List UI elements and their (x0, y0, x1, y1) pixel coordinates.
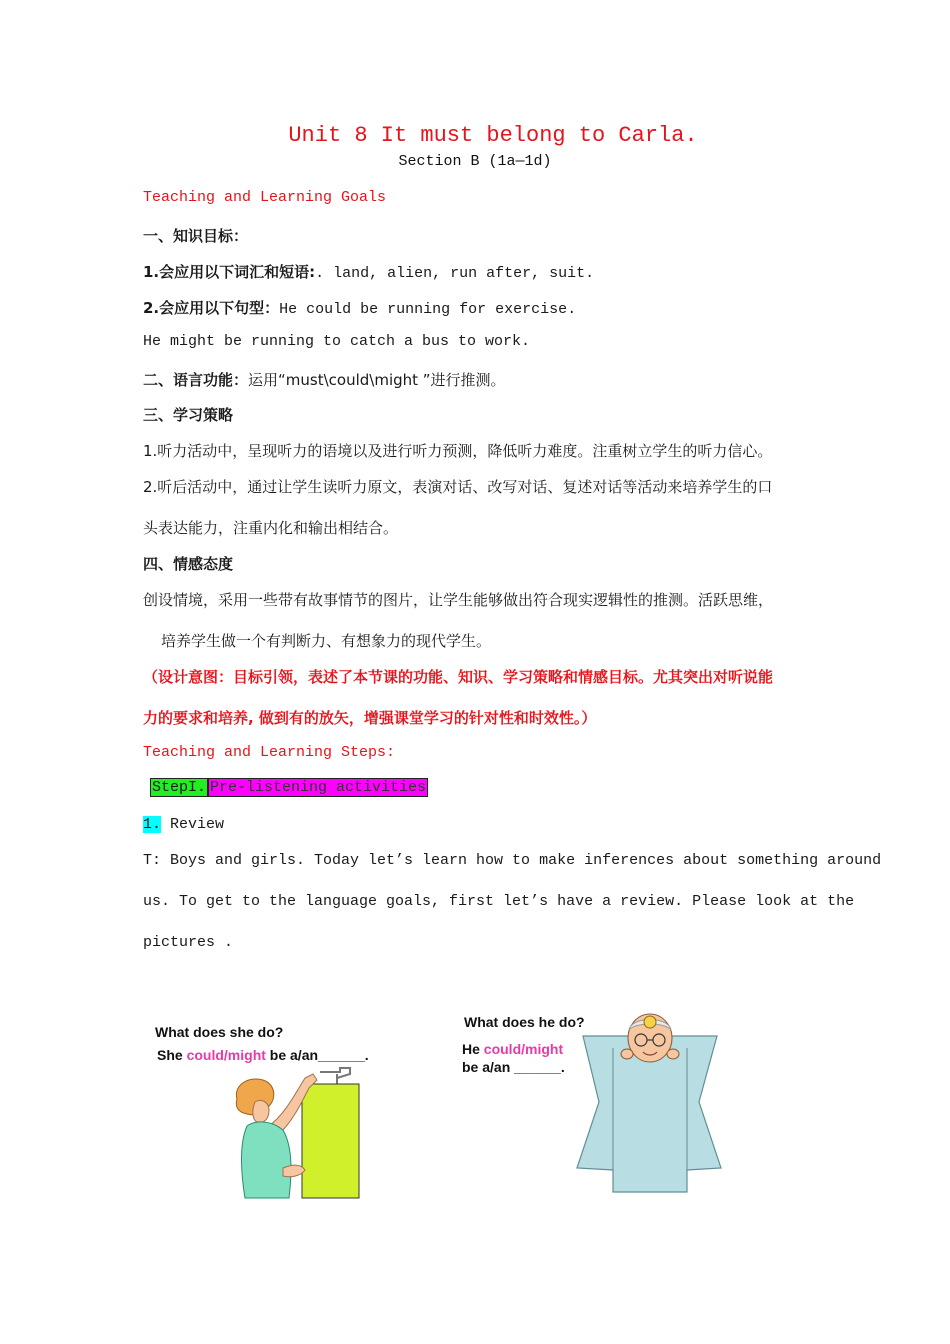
strategy-item-1: 1.听力活动中，呈现听力的语境以及进行听力预测，降低听力难度。注重树立学生的听力信心。 (143, 442, 773, 460)
function-label: 二、语言功能： (143, 371, 249, 389)
sentence-text-2: He might be running to catch a bus to work. (143, 333, 531, 350)
strategy-item-2a: 2.听后活动中，通过让学生读听力原文，表演对话、改写对话、复述对话等活动来培养学生的口 (143, 478, 773, 496)
teacher-line-2: us. To get to the language goals, first let’s have a review. Please look at the (143, 893, 855, 910)
page-title: Unit 8 It must belong to Carla. (288, 123, 698, 148)
pic2-modal: could/might (483, 1041, 564, 1057)
design-intent-b: 力的要求和培养, 做到有的放矢，增强课堂学习的针对性和时效性。） (143, 709, 597, 727)
section-subtitle: Section B (1a—1d) (398, 153, 552, 170)
strategy-item-2b: 头表达能力，注重内化和输出相结合。 (143, 519, 399, 537)
function-line (143, 369, 506, 390)
teacher-line-1: T: Boys and girls. Today let’s learn how to make inferences about something around (143, 852, 882, 869)
doctor-illustration (575, 1008, 725, 1196)
vocab-line (143, 261, 594, 282)
pic2-prefix: He (462, 1041, 484, 1057)
pic1-suffix: be a/an______. (265, 1047, 369, 1063)
vocab-label: 1.会应用以下词汇和短语: (143, 263, 316, 281)
step1-label-box (150, 779, 428, 796)
pic2-answer-line2: be a/an ______. (462, 1059, 565, 1075)
nurse-illustration (225, 1064, 370, 1202)
steps-heading: Teaching and Learning Steps: (143, 744, 396, 761)
review-line (143, 816, 224, 833)
pic1-modal: could/might (186, 1047, 266, 1063)
attitude-text-b: 培养学生做一个有判断力、有想象力的现代学生。 (161, 632, 492, 650)
sentence-line (143, 297, 576, 318)
attitude-text-a: 创设情境，采用一些带有故事情节的图片，让学生能够做出符合现实逻辑性的推测。活跃思维， (143, 591, 774, 609)
pic1-prefix: She (157, 1047, 187, 1063)
pic1-answer (157, 1047, 369, 1063)
review-label: Review (170, 816, 225, 833)
sentence-text: He could be running for exercise. (279, 301, 577, 318)
goals-heading: Teaching and Learning Goals (143, 189, 387, 206)
pic1-question: What does she do? (155, 1024, 284, 1040)
step1-label: StepI. (152, 779, 207, 796)
pic2-question: What does he do? (464, 1014, 585, 1030)
attitude-heading: 四、情感态度 (143, 555, 234, 573)
function-text: 运用“must\could\might ”进行推测。 (248, 371, 506, 389)
teacher-line-3: pictures . (143, 934, 234, 951)
step1-title: Pre-listening activities (210, 779, 427, 796)
pic2-answer-line1 (462, 1041, 563, 1057)
design-intent-a: （设计意图：目标引领，表述了本节课的功能、知识、学习策略和情感目标。尤其突出对听说能 (143, 668, 774, 686)
sentence-label: 2.会应用以下句型： (143, 299, 280, 317)
knowledge-heading: 一、知识目标： (143, 227, 249, 245)
vocab-text: . land, alien, run after, suit. (315, 265, 595, 282)
strategy-heading: 三、学习策略 (143, 406, 234, 424)
review-number: 1. (143, 816, 162, 833)
